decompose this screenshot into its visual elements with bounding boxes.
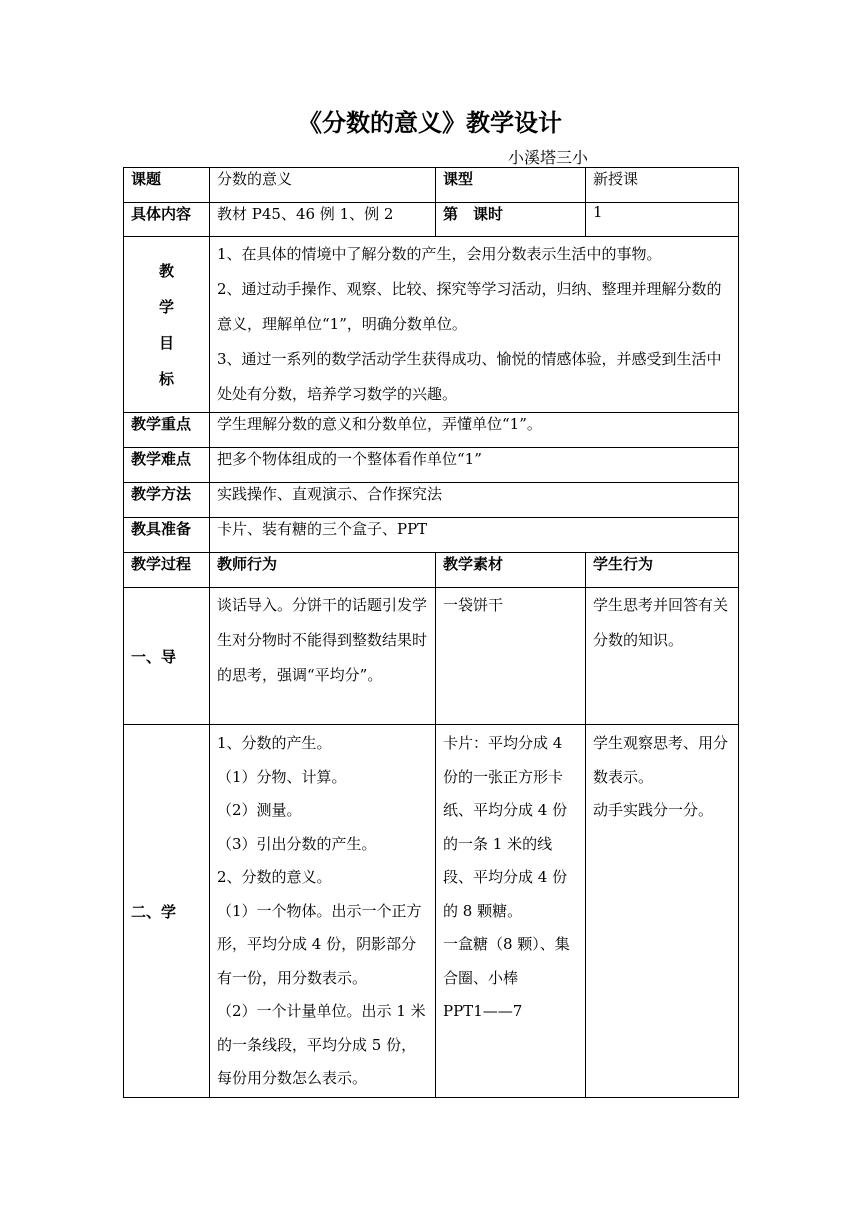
goals-label-char: 标 bbox=[158, 369, 174, 388]
content-row bbox=[124, 203, 739, 237]
goals-row bbox=[124, 237, 739, 413]
stage-name: 一、导 bbox=[124, 588, 210, 725]
process-header-row bbox=[124, 553, 739, 588]
material-header: 教学素材 bbox=[436, 553, 586, 588]
student-item: 动手实践分一分。 bbox=[593, 801, 714, 819]
goals-content bbox=[210, 237, 739, 413]
teacher-step: （1）一个物体。出示一个正方形，平均分成 4 份，阴影部分有一份，用分数表示。 bbox=[217, 901, 422, 987]
type-value: 新授课 bbox=[586, 168, 739, 203]
goals-label-char: 教 bbox=[158, 261, 174, 280]
stage-name: 二、学 bbox=[124, 725, 210, 1098]
goals-label-char: 学 bbox=[158, 297, 174, 316]
tools-label: 教具准备 bbox=[124, 518, 210, 553]
process-header: 教学过程 bbox=[124, 553, 210, 588]
goal-item: 1、在具体的情境中了解分数的产生，会用分数表示生活中的事物。 bbox=[217, 245, 662, 263]
stage-material bbox=[436, 725, 586, 1098]
teacher-step: （1）分物、计算。 bbox=[217, 767, 347, 786]
content-value: 教材 P45、46 例 1、例 2 bbox=[210, 203, 436, 237]
method-row bbox=[124, 483, 739, 518]
teacher-step: 2、分数的意义。 bbox=[217, 868, 332, 886]
topic-value: 分数的意义 bbox=[210, 168, 436, 203]
method-value: 实践操作、直观演示、合作探究法 bbox=[210, 483, 739, 518]
goals-label bbox=[124, 237, 210, 413]
material-item: PPT1——7 bbox=[443, 1002, 523, 1020]
stage-student: 学生思考并回答有关分数的知识。 bbox=[586, 588, 739, 725]
teacher-step: （2）测量。 bbox=[217, 801, 302, 819]
period-value: 1 bbox=[586, 203, 739, 237]
stage-row-intro bbox=[124, 588, 739, 725]
period-label: 第 课时 bbox=[436, 203, 586, 237]
topic-label: 课题 bbox=[124, 168, 210, 203]
key-label: 教学重点 bbox=[124, 413, 210, 448]
teacher-step: （3）引出分数的产生。 bbox=[217, 834, 377, 853]
method-label: 教学方法 bbox=[124, 483, 210, 518]
goal-item: 2、通过动手操作、观察、比较、探究等学习活动，归纳、整理并理解分数的意义，理解单位“1”，明确分数单位。 bbox=[217, 280, 722, 333]
stage-material: 一袋饼干 bbox=[436, 588, 586, 725]
material-item: 一盒糖（8 颗）、集合圈、小棒 bbox=[443, 935, 570, 987]
material-item: 卡片：平均分成 4 份的一张正方形卡纸、平均分成 4 份的一条 1 米的线段、平均分成 4 份的 8 颗糖。 bbox=[443, 734, 568, 920]
teacher-step: 1、分数的产生。 bbox=[217, 734, 332, 752]
stage-teacher: 谈话导入。分饼干的话题引发学生对分物时不能得到整数结果时的思考，强调“平均分”。 bbox=[210, 588, 436, 725]
goal-item: 3、通过一系列的数学活动学生获得成功、愉悦的情感体验，并感受到生活中处处有分数，培养学习数学的兴趣。 bbox=[217, 350, 722, 403]
goals-label-char: 目 bbox=[158, 333, 174, 352]
school-name: 小溪塔三小 bbox=[508, 148, 589, 167]
type-label: 课型 bbox=[436, 168, 586, 203]
difficulty-label: 教学难点 bbox=[124, 448, 210, 483]
student-header: 学生行为 bbox=[586, 553, 739, 588]
key-value: 学生理解分数的意义和分数单位，弄懂单位“1”。 bbox=[210, 413, 739, 448]
tools-value: 卡片、装有糖的三个盒子、PPT bbox=[210, 518, 739, 553]
tools-row bbox=[124, 518, 739, 553]
stage-row-learn bbox=[124, 725, 739, 1098]
document-title: 《分数的意义》教学设计 bbox=[298, 109, 562, 137]
student-item: 学生观察思考、用分数表示。 bbox=[593, 734, 729, 786]
difficulty-value: 把多个物体组成的一个整体看作单位“1” bbox=[210, 448, 739, 483]
topic-row bbox=[124, 168, 739, 203]
teacher-step: （2）一个计量单位。出示 1 米的一条线段，平均分成 5 份，每份用分数怎么表示。 bbox=[217, 1002, 426, 1087]
key-row bbox=[124, 413, 739, 448]
stage-teacher bbox=[210, 725, 436, 1098]
stage-student bbox=[586, 725, 739, 1098]
lesson-plan-table bbox=[123, 167, 739, 1098]
difficulty-row bbox=[124, 448, 739, 483]
content-label: 具体内容 bbox=[124, 203, 210, 237]
teacher-header: 教师行为 bbox=[210, 553, 436, 588]
